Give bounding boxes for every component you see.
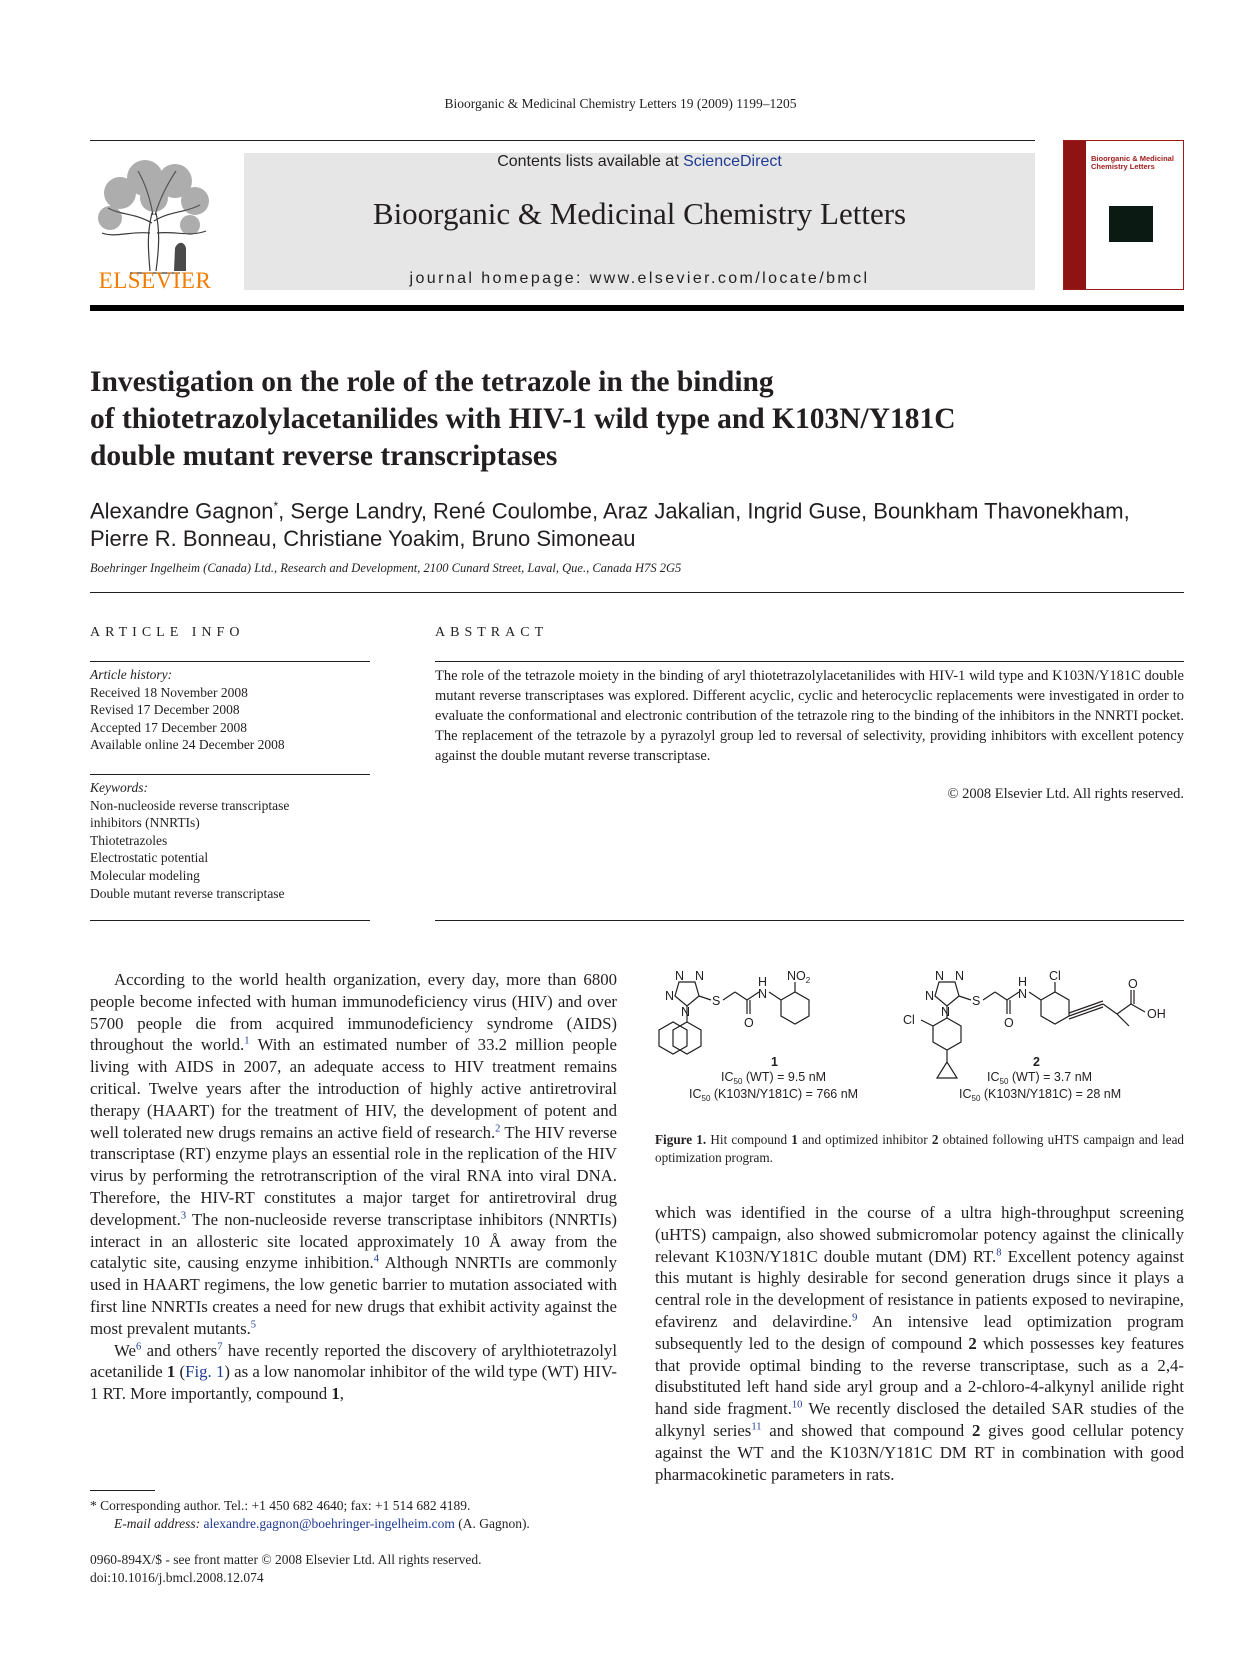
text-run: We recently disclosed the detailed SAR studies of the alkynyl series bbox=[655, 1399, 1184, 1440]
compound-number: 2 bbox=[931, 1132, 939, 1147]
ic50-value: (WT) = 3.7 nM bbox=[1008, 1070, 1093, 1084]
ic50-value: (K103N/Y181C) = 28 nM bbox=[980, 1087, 1122, 1101]
atom-label: N bbox=[1018, 987, 1028, 1001]
text-run: and others bbox=[141, 1340, 218, 1360]
reference-link[interactable]: 10 bbox=[791, 1399, 803, 1411]
cover-band bbox=[1064, 141, 1086, 289]
affiliation: Boehringer Ingelheim (Canada) Ltd., Research and Development, 2100 Cunard Street, Laval, Que., Canada H7S 2G5 bbox=[90, 561, 682, 575]
body-column-left bbox=[90, 969, 617, 1405]
title-line: double mutant reverse transcriptases bbox=[90, 440, 558, 472]
atom-label: N bbox=[955, 970, 965, 983]
reference-link[interactable]: 4 bbox=[373, 1253, 379, 1265]
compound-number: 1 bbox=[331, 1384, 340, 1404]
history-label: Article history: bbox=[90, 667, 173, 682]
ic50-label: IC bbox=[721, 1070, 734, 1084]
ic50-value: (K103N/Y181C) = 766 nM bbox=[710, 1087, 859, 1101]
reference-link[interactable]: 2 bbox=[495, 1122, 501, 1134]
cover-title: Bioorganic & Medicinal Chemistry Letters bbox=[1091, 154, 1174, 171]
cover-art-icon bbox=[1109, 206, 1153, 242]
keyword: Molecular modeling bbox=[90, 867, 200, 883]
corresponding-author[interactable]: Alexandre Gagnon bbox=[90, 498, 274, 524]
atom-label: N bbox=[675, 970, 685, 983]
history-item: Available online 24 December 2008 bbox=[90, 737, 285, 753]
footnote-mark: * bbox=[90, 1498, 97, 1513]
atom-label: S bbox=[972, 994, 981, 1008]
contents-line bbox=[244, 153, 1035, 171]
body-paragraph bbox=[655, 1202, 1184, 1485]
text-run: and optimized inhibitor bbox=[797, 1132, 932, 1147]
doi-link[interactable]: doi:10.1016/j.bmcl.2008.12.074 bbox=[90, 1570, 264, 1585]
corresponding-info: Corresponding author. Tel.: +1 450 682 4640; fax: +1 514 682 4189. bbox=[96, 1498, 471, 1513]
compound-number: 2 bbox=[971, 1420, 981, 1440]
keyword: Double mutant reverse transcriptase bbox=[90, 885, 285, 901]
ic50-subscript: 50 bbox=[999, 1077, 1009, 1086]
article-info-heading: ARTICLE INFO bbox=[90, 625, 245, 640]
atom-label: H bbox=[758, 975, 768, 989]
email-label: E-mail address: bbox=[114, 1516, 201, 1531]
ic50-dm-2 bbox=[959, 1087, 1121, 1103]
journal-homepage-link[interactable]: journal homepage: www.elsevier.com/locate/bmcl bbox=[409, 270, 870, 287]
ic50-subscript: 50 bbox=[733, 1077, 743, 1086]
abstract-text: The role of the tetrazole moiety in the binding of aryl thiotetrazolylacetanilides with HIV-1 wild type and K103N/Y181C double mutant reverse transcriptases was explored. Different acyclic, cyclic and heterocyclic replacements were investigated in order to evaluate the conformational and electronic contribution of the tetrazole ring to the binding of the inhibitors in the NNRTI pocket. The replacement of the tetrazole by a pyrazolyl group led to reversal of selectivity, providing inhibitors with excellent potency against the double mutant reverse transcriptase. bbox=[435, 668, 1184, 764]
ic50-wt-1 bbox=[721, 1070, 826, 1086]
text-run: have recently reported the discovery of arylthiotetrazolyl acetanilide bbox=[90, 1340, 617, 1382]
reference-link[interactable]: 6 bbox=[135, 1340, 142, 1352]
affiliation-rule bbox=[90, 592, 1184, 593]
atom-label: N bbox=[758, 987, 768, 1001]
text-run: We bbox=[114, 1340, 136, 1360]
email-suffix: (A. Gagnon). bbox=[454, 1516, 530, 1531]
compound-number: 2 bbox=[968, 1333, 977, 1353]
sciencedirect-link[interactable]: ScienceDirect bbox=[683, 153, 782, 170]
chloro-anilide-ring bbox=[1041, 992, 1069, 1024]
nitro-label bbox=[787, 970, 811, 985]
text-run: Although NNRTIs are commonly used in HAART regimens, the low genetic barrier to mutation associated with first line NNRTIs creates a need for new drugs that exhibit activity against the most prevalent mutants. bbox=[90, 1253, 618, 1338]
reference-link[interactable]: 3 bbox=[180, 1210, 187, 1222]
text-run: With an estimated number of 33.2 million people living with AIDS in 2007, an adequate access to HIV treatment remains critical. Twelve years after the introduction of highly active antiretroviral therapy (HAART) for the treatment of HIV, the development of potent and well tolerated new drugs remains an active field of research. bbox=[90, 1035, 618, 1142]
figure-caption bbox=[655, 1131, 1184, 1167]
header-thick-rule bbox=[90, 305, 1184, 311]
body-column-right bbox=[655, 1202, 1184, 1485]
atom-label: N bbox=[941, 1005, 951, 1019]
keywords bbox=[90, 779, 370, 902]
ic50-wt-2 bbox=[987, 1070, 1092, 1086]
text-run: ) as a low nanomolar inhibitor of the wild type (WT) HIV-1 RT. More importantly, compound bbox=[90, 1362, 617, 1404]
issn-doi bbox=[90, 1551, 650, 1587]
journal-citation: Bioorganic & Medicinal Chemistry Letters 19 (2009) 1199–1205 bbox=[444, 96, 797, 111]
atom-label: Cl bbox=[1049, 970, 1061, 983]
history-item: Accepted 17 December 2008 bbox=[90, 719, 248, 735]
email-link[interactable]: alexandre.gagnon@boehringer-ingelheim.com bbox=[203, 1516, 455, 1531]
compound-number: 1 bbox=[771, 1055, 778, 1069]
dichloro-aryl-ring bbox=[933, 1018, 961, 1050]
ic50-dm-1 bbox=[689, 1087, 858, 1103]
reference-link[interactable]: 9 bbox=[852, 1312, 858, 1324]
reference-link[interactable]: 1 bbox=[244, 1035, 250, 1047]
ic50-subscript: 50 bbox=[971, 1094, 981, 1103]
atom-label: H bbox=[1018, 975, 1028, 989]
atom-label: N bbox=[665, 989, 675, 1003]
contents-prefix: Contents lists available at bbox=[497, 153, 684, 170]
cyclopropyl-ring bbox=[937, 1062, 957, 1078]
corresponding-footnote bbox=[90, 1497, 650, 1533]
author-list bbox=[90, 492, 1190, 553]
text-run: obtained following uHTS campaign and lead optimization program. bbox=[655, 1132, 1185, 1165]
author-names: , Serge Landry, René Coulombe, Araz Jakalian, Ingrid Guse, Bounkham Thavonekham, bbox=[278, 498, 1130, 524]
atom-label: N bbox=[925, 989, 935, 1003]
text-run: Excellent potency against this mutant is highly desirable for second generation drugs since it plays a central role in the development of resistance in patients exposed to nevirapine, efavirenz and delavirdine. bbox=[655, 1246, 1185, 1331]
article-info-rule bbox=[90, 920, 370, 921]
text-run: and showed that compound bbox=[761, 1420, 972, 1440]
title-line: Investigation on the role of the tetrazole in the binding bbox=[90, 366, 774, 398]
text-run: ( bbox=[175, 1362, 186, 1382]
elsevier-wordmark: ELSEVIER bbox=[98, 268, 212, 293]
keyword: Electrostatic potential bbox=[90, 850, 209, 866]
reference-link[interactable]: 8 bbox=[996, 1247, 1002, 1258]
text-run: The non-nucleoside reverse transcriptase inhibitors (NNRTIs) interact in an allosteric site located approximately 10 Å away from the catalytic site, causing enzyme inhibition. bbox=[90, 1209, 617, 1273]
ic50-subscript: 50 bbox=[701, 1094, 711, 1103]
tetrazole-ring-1 bbox=[675, 982, 699, 1006]
reference-link[interactable]: 11 bbox=[751, 1421, 762, 1433]
ic50-value: (WT) = 9.5 nM bbox=[742, 1070, 827, 1084]
compound-number: 2 bbox=[1033, 1055, 1040, 1069]
nitro-text: NO bbox=[787, 970, 806, 983]
atom-label: O bbox=[744, 1016, 754, 1030]
text-run: , bbox=[339, 1384, 344, 1404]
atom-label: S bbox=[712, 994, 721, 1008]
journal-title: Bioorganic & Medicinal Chemistry Letters bbox=[372, 196, 907, 231]
author-names: Pierre R. Bonneau, Christiane Yoakim, Bruno Simoneau bbox=[90, 526, 636, 552]
caption-label: Figure 1. bbox=[655, 1132, 707, 1147]
atom-label: Cl bbox=[903, 1013, 915, 1027]
text-run: According to the world health organization, every day, more than 6800 people become infected with human immunodeficiency virus (HIV) and over 5700 people die from acquired immunodeficiency syndrome (AIDS) throughout the world. bbox=[90, 970, 617, 1055]
text-run: The HIV reverse transcriptase (RT) enzyme plays an essential role in the replication of the HIV virus by performing the retrotranscription of the viral RNA into viral DNA. Therefore, the HIV-RT constitutes a major target for antiretroviral drug development. bbox=[90, 1122, 617, 1229]
text-run: An intensive lead optimization program subsequently led to the design of compound bbox=[655, 1311, 1184, 1353]
ic50-label: IC bbox=[987, 1070, 1000, 1084]
article-history bbox=[90, 666, 370, 754]
ic50-label: IC bbox=[689, 1087, 702, 1101]
keyword: Thiotetrazoles bbox=[90, 832, 168, 848]
atom-label: O bbox=[1004, 1016, 1014, 1030]
abstract-copyright: © 2008 Elsevier Ltd. All rights reserved. bbox=[947, 786, 1184, 802]
history-item: Revised 17 December 2008 bbox=[90, 702, 240, 718]
history-item: Received 18 November 2008 bbox=[90, 684, 248, 700]
abstract-rule bbox=[435, 661, 1184, 662]
nitrophenyl-ring bbox=[781, 992, 809, 1024]
atom-label: O bbox=[1128, 977, 1138, 991]
atom-label: N bbox=[695, 970, 705, 983]
text-run: gives good cellular potency against the WT and the K103N/Y181C DM RT in combination with good pharmacokinetic parameters in rats. bbox=[655, 1420, 1184, 1484]
article-info-rule bbox=[90, 774, 370, 775]
compound-number: 1 bbox=[166, 1362, 176, 1382]
issn-line: 0960-894X/$ - see front matter © 2008 Elsevier Ltd. All rights reserved. bbox=[90, 1552, 482, 1567]
keyword: Non-nucleoside reverse transcriptase bbox=[90, 797, 290, 813]
abstract-rule bbox=[435, 920, 1184, 921]
journal-cover-thumbnail-icon bbox=[1063, 140, 1184, 290]
nitro-subscript: 2 bbox=[805, 976, 811, 985]
keywords-label: Keywords: bbox=[90, 780, 148, 795]
text-run: which possesses key features that provide optimal binding to the reverse transcriptase, such as a 2,4-disubstituted left hand side aryl group and a 2-chloro-4-alkynyl anilide right hand side fragment. bbox=[655, 1333, 1184, 1419]
tetrazole-ring-2 bbox=[935, 982, 959, 1006]
article-title bbox=[90, 364, 1090, 475]
figure-1-structures bbox=[655, 970, 1184, 1115]
article-info-rule bbox=[90, 661, 370, 662]
body-paragraph bbox=[90, 969, 617, 1340]
atom-label: N bbox=[681, 1005, 691, 1019]
ic50-label: IC bbox=[959, 1087, 972, 1101]
figure-link[interactable]: Fig. 1 bbox=[185, 1362, 225, 1382]
reference-link[interactable]: 7 bbox=[217, 1340, 223, 1352]
header-rule bbox=[90, 140, 1035, 141]
title-line: of thiotetrazolylacetanilides with HIV-1 wild type and K103N/Y181C bbox=[90, 403, 956, 435]
atom-label: N bbox=[935, 970, 945, 983]
atom-label: OH bbox=[1147, 1007, 1166, 1021]
text-run: Hit compound bbox=[706, 1132, 792, 1147]
body-paragraph bbox=[90, 1340, 617, 1405]
keyword: inhibitors (NNRTIs) bbox=[90, 815, 200, 831]
footnote-rule bbox=[90, 1490, 155, 1491]
compound-number: 1 bbox=[791, 1132, 798, 1147]
text-run: which was identified in the course of a ultra high-throughput screening (uHTS) campaign, also showed submicromolar potency against the clinically relevant K103N/Y181C double mutant (DM) RT. bbox=[655, 1203, 1184, 1266]
abstract-heading: ABSTRACT bbox=[435, 625, 549, 640]
reference-link[interactable]: 5 bbox=[250, 1319, 257, 1331]
corresponding-mark[interactable]: * bbox=[273, 499, 279, 513]
